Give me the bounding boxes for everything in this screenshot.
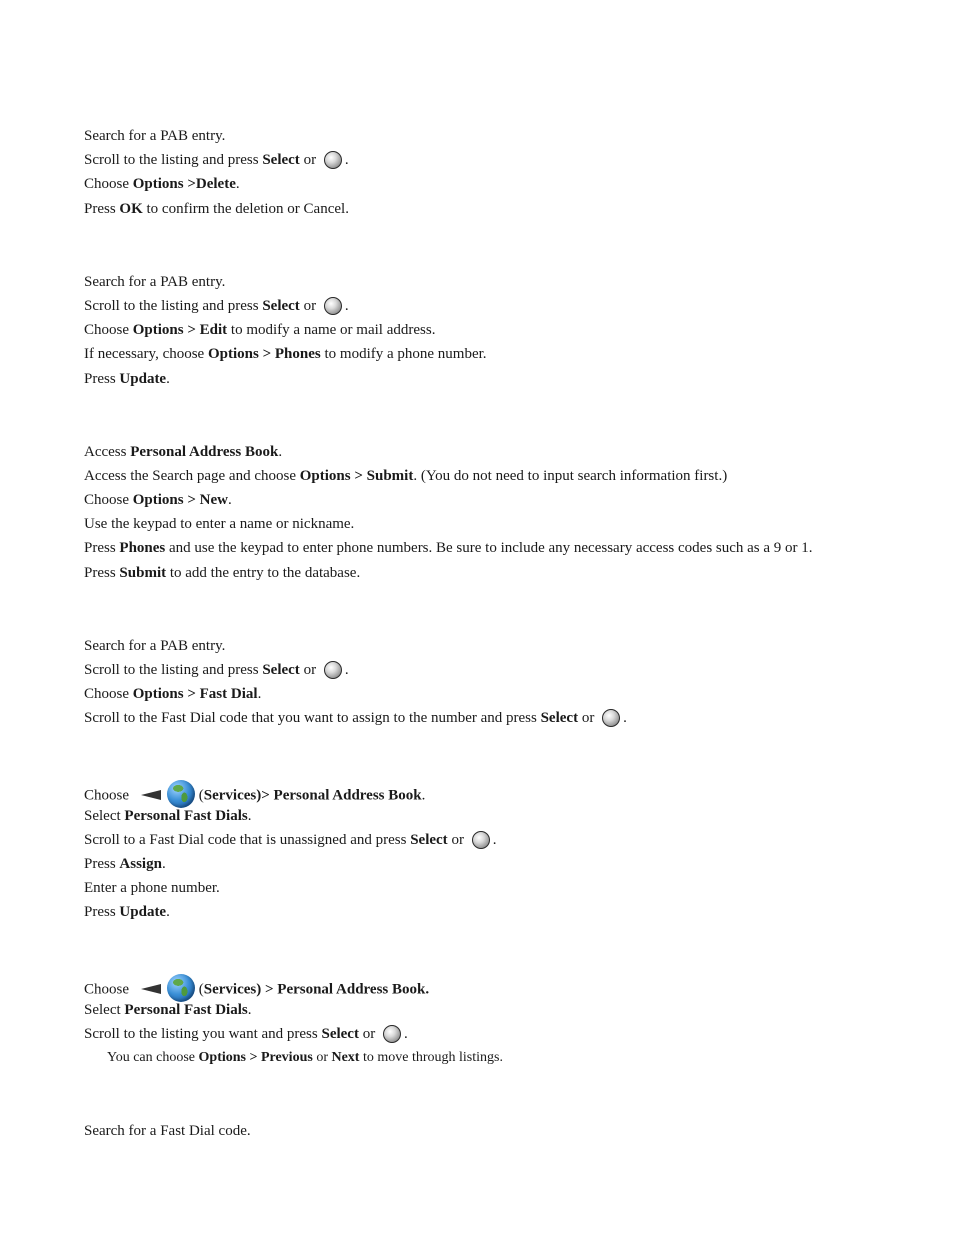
step-choose-phones: If necessary, choose Options > Phones to modify a phone number. (84, 346, 487, 362)
step-search-pab-2: Search for a PAB entry. (84, 274, 226, 290)
step-search-pab-3: Search for a PAB entry. (84, 638, 226, 654)
step-choose-edit: Choose Options > Edit to modify a name or mail address. (84, 322, 436, 338)
select-button-icon (383, 1025, 401, 1043)
select-button-icon (472, 831, 490, 849)
step-press-assign: Press Assign. (84, 856, 166, 872)
step-scroll-unassigned: Scroll to a Fast Dial code that is unassigned and press Select or . (84, 832, 497, 848)
step-enter-phone: Enter a phone number. (84, 880, 220, 896)
services-globe-icon (167, 780, 195, 808)
step-scroll-select-2: Scroll to the listing and press Select or . (84, 298, 349, 314)
step-scroll-listing: Scroll to the listing you want and press Select or . (84, 1026, 408, 1042)
step-choose-new: Choose Options > New. (84, 492, 232, 508)
step-scroll-select-3: Scroll to the listing and press Select or . (84, 662, 349, 678)
step-press-phones: Press Phones and use the keypad to enter phone numbers. Be sure to include any necessary access codes such as a 9 or 1. (84, 540, 813, 556)
step-choose-services-1: Choose (Services)> Personal Address Book. (84, 782, 425, 810)
tip-previous-next: You can choose Options > Previous or Next to move through listings. (107, 1050, 503, 1065)
step-scroll-fast-dial-code: Scroll to the Fast Dial code that you want to assign to the number and press Select or . (84, 710, 627, 726)
left-arrow-icon (141, 790, 161, 800)
step-scroll-select-1: Scroll to the listing and press Select or . (84, 152, 349, 168)
step-enter-name: Use the keypad to enter a name or nickname. (84, 516, 355, 532)
select-button-icon (602, 709, 620, 727)
select-button-icon (324, 151, 342, 169)
step-press-update-1: Press Update. (84, 371, 170, 387)
left-arrow-icon (141, 984, 161, 994)
step-confirm-delete: Press OK to confirm the deletion or Cancel. (84, 201, 349, 217)
step-press-submit: Press Submit to add the entry to the database. (84, 565, 361, 581)
step-press-update-2: Press Update. (84, 904, 170, 920)
step-access-pab: Access Personal Address Book. (84, 444, 283, 460)
step-select-fast-dials-1: Select Personal Fast Dials. (84, 808, 252, 824)
step-select-fast-dials-2: Select Personal Fast Dials. (84, 1002, 252, 1018)
step-choose-services-2: Choose (Services) > Personal Address Book. (84, 976, 429, 1004)
step-access-search-page: Access the Search page and choose Options > Submit. (You do not need to input search information first.) (84, 468, 728, 484)
step-choose-fast-dial: Choose Options > Fast Dial. (84, 686, 262, 702)
step-search-pab-1: Search for a PAB entry. (84, 128, 226, 144)
select-button-icon (324, 661, 342, 679)
services-globe-icon (167, 974, 195, 1002)
select-button-icon (324, 297, 342, 315)
step-search-fast-dial: Search for a Fast Dial code. (84, 1123, 251, 1139)
step-choose-delete: Choose Options >Delete. (84, 176, 240, 192)
